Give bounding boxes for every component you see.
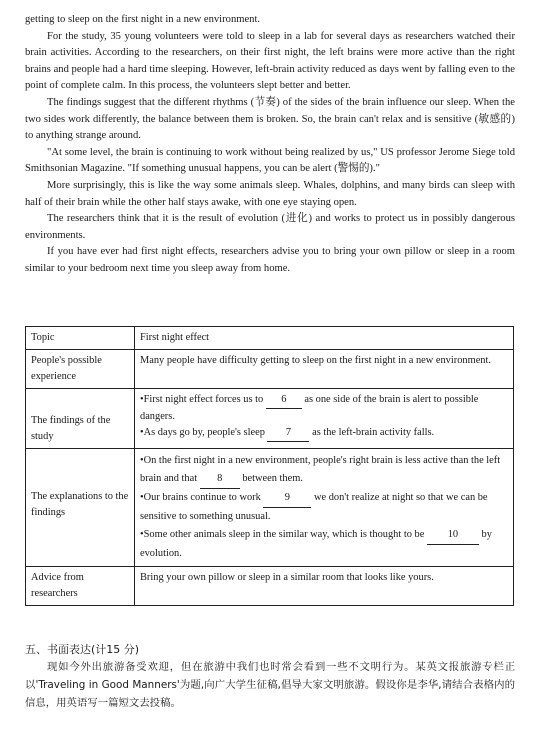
line-text: •Our brains continue to work (140, 492, 264, 503)
table-row (26, 567, 514, 606)
line-text: we don't realize at night so that we can be sensitive to something unusual. (140, 492, 488, 522)
table-row (26, 449, 514, 567)
writing-section (25, 641, 515, 712)
summary-table (25, 326, 514, 606)
blank-7[interactable]: 7 (267, 425, 309, 442)
bullet-line (140, 452, 508, 489)
passage-paragraph: More surprisingly, this is like the way some animals sleep. Whales, dolphins, and many birds can sleep with half of their brain while the other half stays awake, with one eye staying open. (25, 179, 515, 208)
row-content: Many people have difficulty getting to sleep on the first night in a new environment. (135, 350, 514, 389)
bullet-line (140, 526, 508, 563)
passage-paragraph: The findings suggest that the different rhythms (节奏) of the sides of the brain influence our sleep. When the two sides work differently, the balance between them is broken. So, the brain can't relax and is sensitive (敏感的) to anything strange around. (25, 96, 515, 142)
blank-8[interactable]: 8 (200, 470, 240, 489)
reading-passage (0, 12, 537, 278)
bullet-line (140, 425, 508, 442)
writing-instruction: 现如今外出旅游备受欢迎，但在旅游中我们也时常会看到一些不文明行为。某英文报旅游专栏正以'Traveling in Good Manners'为题,向广大学生征稿,倡导大家文明旅游。假设你是李华,请结合表格内的信息，用英语写一篇短文去投稿。 (25, 661, 515, 709)
line-text: as one side of the brain is alert to possible dangers. (140, 394, 479, 422)
row-content (135, 449, 514, 567)
blank-10[interactable]: 10 (427, 526, 479, 545)
line-text: by evolution. (140, 529, 492, 559)
bullet-line (140, 489, 508, 526)
row-topic: The findings of the study (26, 389, 135, 449)
row-content (135, 389, 514, 449)
row-topic: Advice from researchers (26, 567, 135, 606)
passage-paragraph: getting to sleep on the first night in a new environment. (25, 14, 261, 25)
line-text: between them. (239, 473, 303, 484)
line-text: •On the first night in a new environment, people's right brain is less active than the left brain and that (140, 455, 501, 484)
passage-paragraph: For the study, 35 young volunteers were told to sleep in a lab for several days as researchers watched their brain activities. According to the researchers, on their first night, the left brains were more active than the right brains and people had a hard time sleeping. However, left-brain activity reduced as days went by falling even to the point of complete calm. In this process, the volunteers slept better and better. (25, 30, 515, 92)
line-text: •Some other animals sleep in the similar way, which is thought to be (140, 529, 427, 540)
blank-9[interactable]: 9 (263, 489, 311, 508)
passage-paragraph: "At some level, the brain is continuing to work without being realized by us," US professor Jerome Siege told Smithsonian Magazine. "If something unusual happens, you can be alert (警惕的)." (25, 146, 515, 175)
row-content: Bring your own pillow or sleep in a similar room that looks like yours. (135, 567, 514, 606)
blank-6[interactable]: 6 (266, 392, 302, 409)
line-text: •First night effect forces us to (140, 394, 266, 405)
passage-paragraph: If you have ever had first night effects, researchers advise you to bring your own pillow or sleep in a room similar to your bedroom next time you sleep away from home. (25, 246, 515, 274)
table-header-row (26, 327, 514, 350)
line-text: •As days go by, people's sleep (140, 427, 268, 438)
passage-paragraph: The researchers think that it is the result of evolution (进化) and works to protect us in possibly dangerous environments. (25, 213, 515, 241)
header-topic: Topic (26, 327, 135, 350)
section-heading: 五、书面表达(计15 分) (25, 643, 140, 656)
table-row (26, 350, 514, 389)
row-topic: People's possible experience (26, 350, 135, 389)
bullet-line (140, 392, 508, 425)
table-row (26, 389, 514, 449)
row-topic: The explanations to the findings (26, 449, 135, 567)
line-text: as the left-brain activity falls. (309, 427, 435, 438)
header-effect: First night effect (135, 327, 514, 350)
